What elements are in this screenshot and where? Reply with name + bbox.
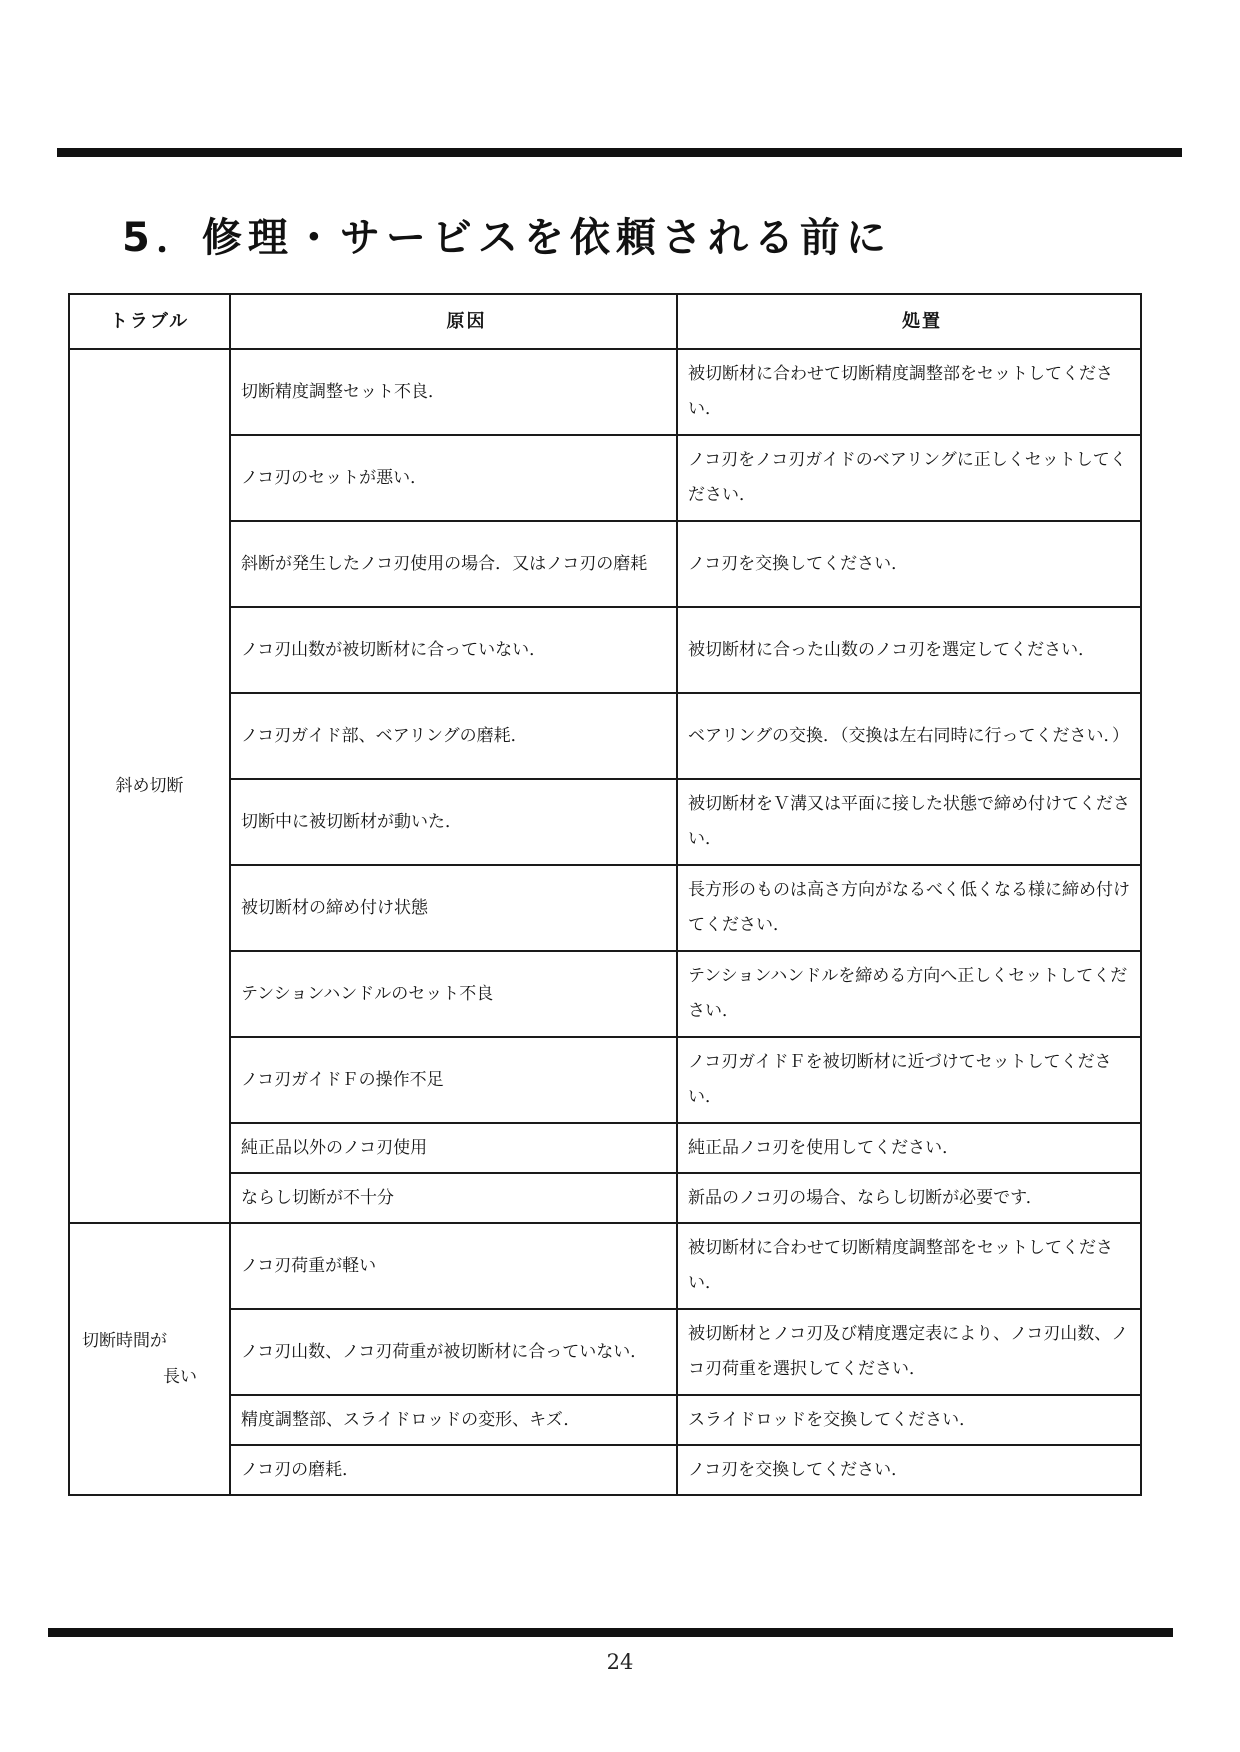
cause-cell: ノコ刃の磨耗． <box>230 1445 677 1495</box>
cause-cell: 切断精度調整セット不良． <box>230 349 677 435</box>
cause-cell: ノコ刃ガイド部、ベアリングの磨耗． <box>230 693 677 779</box>
cause-cell: テンションハンドルのセット不良 <box>230 951 677 1037</box>
table-row <box>69 951 1141 1037</box>
troubleshooting-table <box>68 293 1142 1496</box>
table-row <box>69 1123 1141 1173</box>
trouble-cell-diagonal-cut: 斜め切断 <box>69 349 230 1223</box>
action-cell: 純正品ノコ刃を使用してください． <box>677 1123 1141 1173</box>
header-trouble: トラブル <box>69 294 230 349</box>
table-row <box>69 1173 1141 1223</box>
action-cell: 被切断材に合わせて切断精度調整部をセットしてください． <box>677 1223 1141 1309</box>
header-cause: 原因 <box>230 294 677 349</box>
table-row <box>69 607 1141 693</box>
header-action: 処置 <box>677 294 1141 349</box>
action-cell: ノコ刃ガイドＦを被切断材に近づけてセットしてください． <box>677 1037 1141 1123</box>
table-row <box>69 1445 1141 1495</box>
cause-cell: 精度調整部、スライドロッドの変形、キズ． <box>230 1395 677 1445</box>
cause-cell: ノコ刃山数が被切断材に合っていない． <box>230 607 677 693</box>
action-cell: ノコ刃を交換してください． <box>677 521 1141 607</box>
page-title: 5．修理・サービスを依頼される前に <box>122 215 892 261</box>
action-cell: テンションハンドルを締める方向へ正しくセットしてください． <box>677 951 1141 1037</box>
table-header-row <box>69 294 1141 349</box>
cause-cell: 純正品以外のノコ刃使用 <box>230 1123 677 1173</box>
cause-cell: 斜断が発生したノコ刃使用の場合．又はノコ刃の磨耗 <box>230 521 677 607</box>
cause-cell: ノコ刃のセットが悪い． <box>230 435 677 521</box>
table-row <box>69 435 1141 521</box>
cause-cell: ならし切断が不十分 <box>230 1173 677 1223</box>
bottom-rule <box>48 1628 1173 1637</box>
action-cell: スライドロッドを交換してください． <box>677 1395 1141 1445</box>
action-cell: ノコ刃をノコ刃ガイドのベアリングに正しくセットしてください． <box>677 435 1141 521</box>
action-cell: 新品のノコ刃の場合、ならし切断が必要です． <box>677 1173 1141 1223</box>
action-cell: ベアリングの交換．（交換は左右同時に行ってください．） <box>677 693 1141 779</box>
trouble-cell-long-cutting-time <box>69 1223 230 1495</box>
table-row <box>69 1395 1141 1445</box>
table-row <box>69 521 1141 607</box>
table-row <box>69 1037 1141 1123</box>
cause-cell: 被切断材の締め付け状態 <box>230 865 677 951</box>
cause-cell: ノコ刃荷重が軽い <box>230 1223 677 1309</box>
table-row <box>69 1309 1141 1395</box>
table-row <box>69 693 1141 779</box>
top-rule <box>57 148 1182 157</box>
cause-cell: 切断中に被切断材が動いた． <box>230 779 677 865</box>
table-row <box>69 349 1141 435</box>
trouble-label-line1: 切断時間が <box>82 1331 167 1351</box>
action-cell: 被切断材をＶ溝又は平面に接した状態で締め付けてください． <box>677 779 1141 865</box>
table-row <box>69 779 1141 865</box>
table-row <box>69 865 1141 951</box>
cause-cell: ノコ刃山数、ノコ刃荷重が被切断材に合っていない． <box>230 1309 677 1395</box>
trouble-label-line2: 長い <box>163 1367 197 1387</box>
action-cell: ノコ刃を交換してください． <box>677 1445 1141 1495</box>
action-cell: 長方形のものは高さ方向がなるべく低くなる様に締め付けてください． <box>677 865 1141 951</box>
table-row <box>69 1223 1141 1309</box>
page-number: 24 <box>606 1650 634 1674</box>
action-cell: 被切断材に合わせて切断精度調整部をセットしてください． <box>677 349 1141 435</box>
action-cell: 被切断材に合った山数のノコ刃を選定してください． <box>677 607 1141 693</box>
action-cell: 被切断材とノコ刃及び精度選定表により、ノコ刃山数、ノコ刃荷重を選択してください． <box>677 1309 1141 1395</box>
cause-cell: ノコ刃ガイドＦの操作不足 <box>230 1037 677 1123</box>
